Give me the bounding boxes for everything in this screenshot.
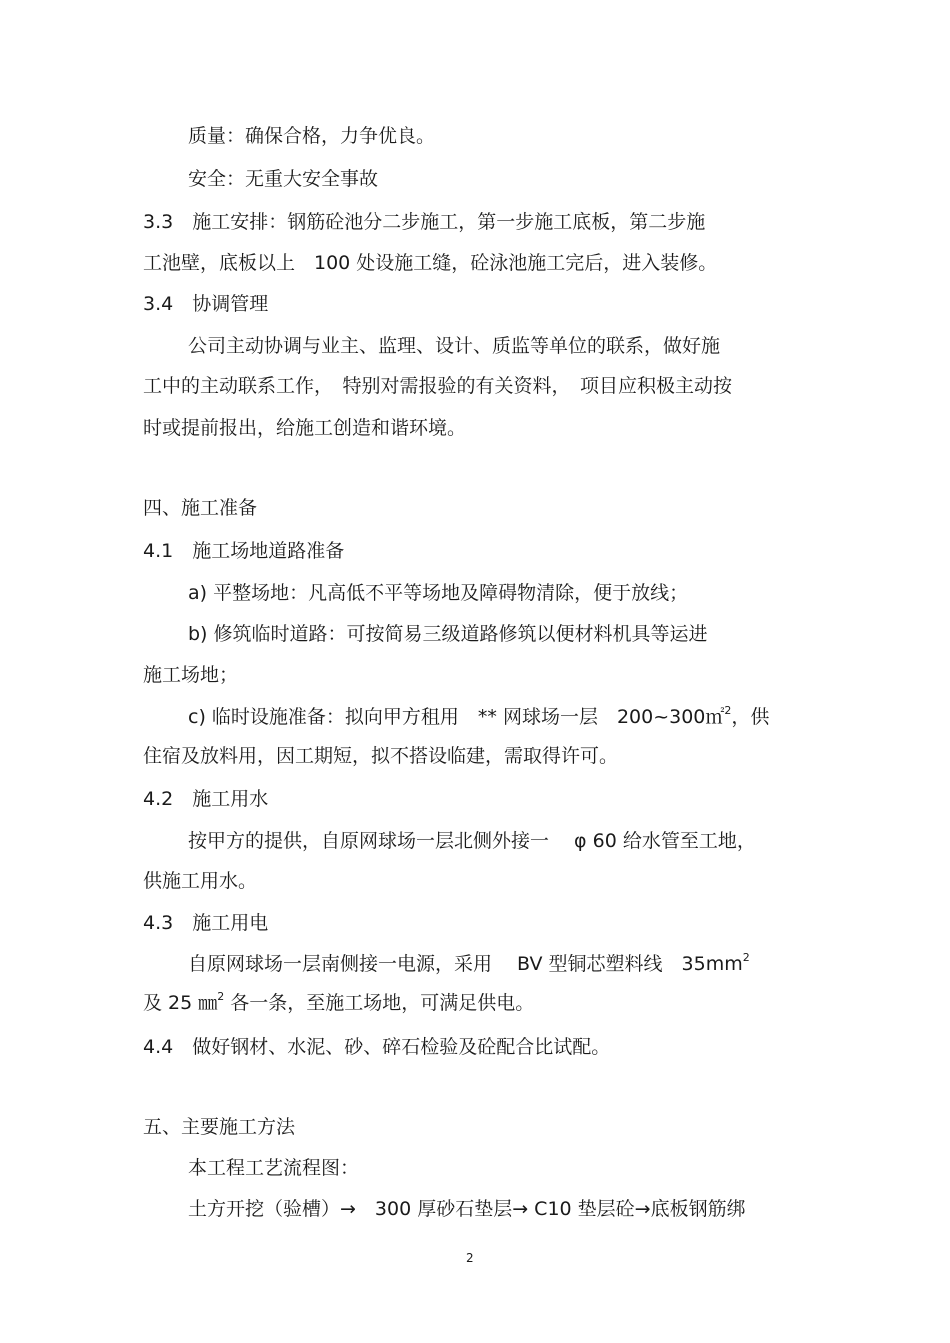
page-number: 2 [466, 1251, 474, 1265]
power-text: 自原网球场一层南侧接一电源，采用 BV 型铜芯塑料线 35mm [188, 953, 743, 975]
paragraph-line: 公司主动协调与业主、监理、设计、质监等单位的联系，做好施 [188, 335, 721, 357]
paragraph-line: 时或提前报出，给施工创造和谐环境。 [143, 417, 467, 439]
superscript: 2 [742, 951, 750, 964]
paragraph-line: 工池壁，底板以上 100 处设施工缝，砼泳池施工完后，进入装修。 [143, 252, 718, 274]
process-flow-line: 土方开挖（验槽）→ 300 厚砂石垫层→ C10 垫层砼→底板钢筋绑 [188, 1198, 746, 1220]
list-item-c [188, 705, 769, 729]
section-4-3-heading: 4.3 施工用电 [143, 912, 269, 934]
paragraph-line: 住宿及放料用，因工期短，拟不搭设临建，需取得许可。 [143, 745, 619, 767]
paragraph-line: 供施工用水。 [143, 870, 258, 892]
paragraph-line: 按甲方的提供，自原网球场一层北侧外接一 φ 60 给水管至工地， [188, 830, 756, 852]
power-text-3: 各一条，至施工场地，可满足供电。 [224, 992, 535, 1014]
paragraph-line [143, 991, 534, 1015]
list-item-c-text: c) 临时设施准备：拟向甲方租用 ** 网球场一层 200~300㎡ [188, 706, 725, 728]
list-item-b: b) 修筑临时道路：可按简易三级道路修筑以便材料机具等运进 [188, 623, 708, 645]
superscript: 2 [724, 704, 732, 717]
section-3-3-line: 3.3 施工安排：钢筋砼池分二步施工，第一步施工底板，第二步施 [143, 211, 706, 233]
chapter-5-heading: 五、主要施工方法 [143, 1116, 296, 1138]
paragraph-line: 本工程工艺流程图： [188, 1157, 360, 1179]
section-4-4-line: 4.4 做好钢材、水泥、砂、碎石检验及砼配合比试配。 [143, 1036, 611, 1058]
section-4-1-heading: 4.1 施工场地道路准备 [143, 540, 345, 562]
paragraph-line: 工中的主动联系工作， 特别对需报验的有关资料， 项目应积极主动按 [143, 375, 733, 397]
safety-goal-line: 安全：无重大安全事故 [188, 168, 379, 190]
chapter-4-heading: 四、施工准备 [143, 497, 258, 519]
section-3-4-heading: 3.4 协调管理 [143, 293, 269, 315]
list-item-a: a) 平整场地：凡高低不平等场地及障碍物清除，便于放线； [188, 582, 689, 604]
section-4-2-heading: 4.2 施工用水 [143, 788, 269, 810]
superscript: 2 [217, 990, 225, 1003]
paragraph-line [188, 952, 750, 976]
power-text-2: 及 25 ㎜ [143, 992, 218, 1014]
quality-goal-line: 质量：确保合格，力争优良。 [188, 125, 436, 147]
paragraph-line: 施工场地； [143, 664, 239, 686]
list-item-c-tail: ，供 [731, 706, 770, 728]
